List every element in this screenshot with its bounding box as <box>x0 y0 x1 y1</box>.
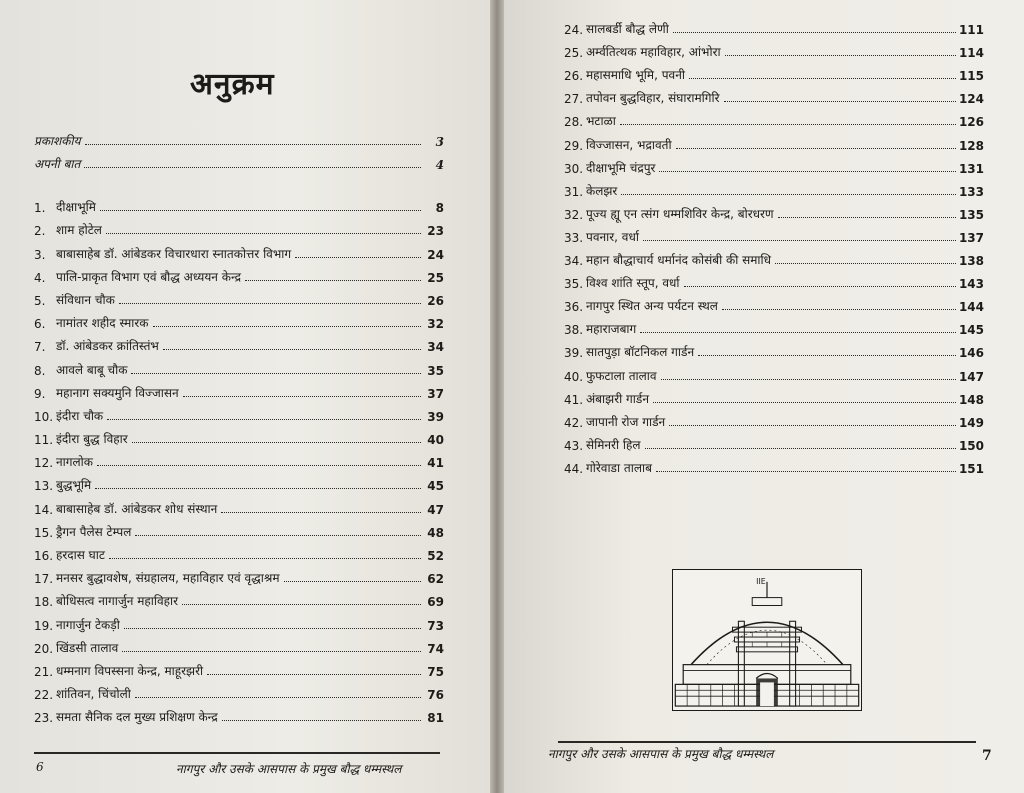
toc-entry <box>34 540 444 563</box>
dot-leader <box>107 419 421 420</box>
toc-entry <box>564 453 984 476</box>
toc-entry-title: बाबासाहेब डॉ. आंबेडकर विचारधारा स्नातकोत्तर विभाग <box>56 246 292 261</box>
toc-entry-number: 15. <box>34 525 54 540</box>
dot-leader <box>132 442 421 443</box>
toc-entry-number: 43. <box>564 438 584 453</box>
toc-entry <box>34 192 444 215</box>
toc-entry <box>34 285 444 308</box>
toc-entry-page: 34 <box>427 340 444 355</box>
toc-entry <box>34 126 444 149</box>
dot-leader <box>656 471 956 472</box>
toc-entry-title: अर्म्वतित्थक महाविहार, आंभोरा <box>586 45 721 60</box>
toc-entry-page: 148 <box>958 392 984 407</box>
right-page <box>504 0 1024 793</box>
dot-leader <box>295 257 421 258</box>
dot-leader <box>689 78 956 79</box>
toc-entry-title: धम्मनाग विपस्सना केन्द्र, माहूरझरी <box>56 663 204 678</box>
toc-entry-page: 133 <box>958 184 984 199</box>
toc-entry-title: खिंडसी तालाव <box>56 640 119 655</box>
toc-entry-number: 20. <box>34 641 54 656</box>
toc-entry-title: भटाळा <box>586 114 616 129</box>
toc-entry-number: 23. <box>34 711 54 726</box>
toc-entry-page: 137 <box>958 230 984 245</box>
toc-entry-title: प्रकाशकीय <box>34 134 81 148</box>
toc-entry <box>564 176 984 199</box>
dot-leader <box>640 332 956 333</box>
toc-entry-title: दीक्षाभूमि <box>56 200 96 215</box>
toc-entry-number: 13. <box>34 479 54 494</box>
toc-entry-number: 14. <box>34 502 54 517</box>
toc-entry <box>34 447 444 470</box>
toc-entry <box>34 262 444 285</box>
toc-entry-page: 124 <box>958 92 984 107</box>
toc-entry-page: 75 <box>427 664 444 679</box>
toc-entry <box>34 586 444 609</box>
toc-entry <box>34 493 444 516</box>
toc-entry-title: नागार्जुन टेकड़ी <box>56 617 120 632</box>
toc-entry <box>564 291 984 314</box>
toc-entry-number: 27. <box>564 92 584 107</box>
dot-leader <box>221 512 421 513</box>
toc-entry-number: 42. <box>564 415 584 430</box>
dot-leader <box>673 32 956 33</box>
toc-entry-page: 151 <box>958 461 984 476</box>
toc-entry-title: महासमाधि भूमि, पवनी <box>586 68 685 83</box>
toc-entry-title: ड्रैगन पैलेस टेम्पल <box>56 524 132 539</box>
toc-entry-page: 138 <box>958 254 984 269</box>
toc-entry-page: 128 <box>958 138 984 153</box>
toc-entry-title: विश्व शांति स्तूप, वर्धा <box>586 276 680 291</box>
dot-leader <box>284 581 421 582</box>
toc-entry-number: 12. <box>34 456 54 471</box>
dot-leader <box>95 488 421 489</box>
toc-entry-number: 26. <box>564 69 584 84</box>
toc-entry-number: 24. <box>564 23 584 38</box>
toc-entry-title: पालि-प्राकृत विभाग एवं बौद्ध अध्ययन केन्द्र <box>56 269 242 284</box>
dot-leader <box>97 465 421 466</box>
toc-entry <box>34 354 444 377</box>
toc-entry <box>564 360 984 383</box>
toc-entry-page: 147 <box>958 369 984 384</box>
toc-entry-title: केलझर <box>586 183 618 198</box>
toc-entry-page: 135 <box>958 207 984 222</box>
toc-entry-title: हरदास घाट <box>56 548 105 562</box>
toc-entry-title: तपोवन बुद्धविहार, संघारामगिरि <box>586 91 720 106</box>
toc-entry <box>564 60 984 83</box>
toc-entry <box>564 153 984 176</box>
toc-entry <box>34 215 444 238</box>
toc-entry-page: 149 <box>958 415 984 430</box>
toc-entry-title: इंदीरा चौक <box>56 408 104 423</box>
toc-entry-page: 146 <box>958 346 984 361</box>
toc-entry-title: सातपुड़ा बॉटनिकल गार्डन <box>586 345 695 360</box>
toc-entry-number: 28. <box>564 115 584 130</box>
toc-entry-title: आवले बाबू चौक <box>56 362 128 377</box>
toc-entry-number: 2. <box>34 224 46 239</box>
footer-rule <box>34 752 440 754</box>
toc-entry <box>564 245 984 268</box>
dot-leader <box>245 280 421 281</box>
dot-leader <box>182 604 421 605</box>
toc-entry <box>34 656 444 679</box>
toc-entry-number: 4. <box>34 270 46 285</box>
toc-entry-page: 62 <box>427 572 444 587</box>
toc-entry-number: 8. <box>34 363 46 378</box>
toc-entry <box>564 222 984 245</box>
toc-entry-number: 40. <box>564 369 584 384</box>
toc-entry-page: 4 <box>435 158 444 172</box>
toc-entry-title: बुद्धभूमि <box>56 478 92 493</box>
toc-entry-title: इंदीरा बुद्ध विहार <box>56 432 128 447</box>
toc-entry-title: महानाग सक्यमुनि विज्जासन <box>56 385 179 400</box>
toc-entry-number: 44. <box>564 461 584 476</box>
toc-entry-page: 32 <box>427 317 444 332</box>
toc-entry-title: समता सैनिक दल मुख्य प्रशिक्षण केन्द्र <box>56 710 218 725</box>
toc-entry <box>34 308 444 331</box>
toc-entry-page: 126 <box>958 115 984 130</box>
toc-entry <box>564 199 984 222</box>
stupa-drawing <box>673 570 861 710</box>
toc-entry <box>34 378 444 401</box>
toc-entry <box>34 609 444 632</box>
toc-entry-page: 131 <box>958 161 984 176</box>
dot-leader <box>669 425 956 426</box>
toc-entry-number: 22. <box>34 688 54 703</box>
dot-leader <box>645 448 956 449</box>
toc-entry-title: नामांतर शहीद स्मारक <box>56 316 149 331</box>
toc-entry <box>34 424 444 447</box>
toc-entry-number: 9. <box>34 386 46 401</box>
toc-entry <box>34 633 444 656</box>
toc-entry-title: नागपुर स्थित अन्य पर्यटन स्थल <box>586 299 718 314</box>
dot-leader <box>724 101 956 102</box>
toc-entry-title: सालबर्डी बौद्ध लेणी <box>586 22 669 37</box>
toc-entry-page: 115 <box>958 69 984 84</box>
toc-entry-title: फुफटाला तालाव <box>586 368 657 383</box>
toc-entry-title: जापानी रोज गार्डन <box>586 414 666 429</box>
toc-entry-page: 74 <box>427 641 444 656</box>
dot-leader <box>725 55 956 56</box>
dot-leader <box>109 558 421 559</box>
toc-entry <box>564 407 984 430</box>
toc-entry-title: सेमिनरी हिल <box>586 437 641 452</box>
toc-entry-page: 24 <box>427 247 444 262</box>
toc-entry-page: 143 <box>958 277 984 292</box>
toc-entry-number: 25. <box>564 46 584 61</box>
footer-rule <box>558 741 976 743</box>
toc-entry-page: 76 <box>427 688 444 703</box>
toc-entry-page: 41 <box>427 456 444 471</box>
toc-entry-page: 69 <box>427 595 444 610</box>
toc-entry-title: बाबासाहेब डॉ. आंबेडकर शोध संस्थान <box>56 501 218 516</box>
prelim-list <box>34 126 444 172</box>
toc-entry-page: 48 <box>427 525 444 540</box>
toc-entry-page: 37 <box>427 386 444 401</box>
toc-entry-page: 8 <box>435 201 444 216</box>
toc-entry-number: 36. <box>564 300 584 315</box>
toc-entry <box>34 679 444 702</box>
toc-entry-number: 30. <box>564 161 584 176</box>
dot-leader <box>106 233 421 234</box>
toc-entry-page: 111 <box>958 23 984 38</box>
toc-entry-page: 145 <box>958 323 984 338</box>
toc-entry-title: महान बौद्धाचार्य धर्मानंद कोसंबी की समाधि <box>586 253 772 268</box>
toc-list-left <box>34 192 444 725</box>
dot-leader <box>661 379 956 380</box>
toc-entry <box>34 563 444 586</box>
dot-leader <box>621 194 956 195</box>
dot-leader <box>122 651 421 652</box>
toc-entry-number: 19. <box>34 618 54 633</box>
dot-leader <box>100 210 421 211</box>
page-number: 6 <box>36 760 44 774</box>
toc-entry-number: 39. <box>564 346 584 361</box>
dot-leader <box>135 535 421 536</box>
toc-entry-number: 5. <box>34 293 46 308</box>
dot-leader <box>153 326 421 327</box>
toc-entry-number: 21. <box>34 664 54 679</box>
toc-entry <box>34 470 444 493</box>
toc-entry-title: अपनी बात <box>34 157 81 171</box>
toc-entry <box>34 401 444 424</box>
toc-entry-page: 150 <box>958 438 984 453</box>
toc-entry-page: 52 <box>427 549 444 563</box>
toc-entry-page: 25 <box>427 270 444 285</box>
toc-entry-title: गोरेवाडा तालाब <box>586 460 652 475</box>
toc-entry-number: 38. <box>564 323 584 338</box>
toc-entry-page: 114 <box>958 46 984 61</box>
dot-leader <box>207 674 421 675</box>
dot-leader <box>684 286 956 287</box>
toc-entry-title: अंबाझरी गार्डन <box>586 391 649 406</box>
toc-entry <box>564 430 984 453</box>
stupa-lettering: IIE <box>756 576 766 586</box>
dot-leader <box>722 309 956 310</box>
dot-leader <box>659 171 955 172</box>
toc-entry <box>564 384 984 407</box>
dot-leader <box>222 720 421 721</box>
dot-leader <box>775 263 956 264</box>
toc-entry-page: 40 <box>427 433 444 448</box>
toc-entry <box>34 331 444 354</box>
dot-leader <box>653 402 956 403</box>
toc-entry <box>564 14 984 37</box>
dot-leader <box>643 240 956 241</box>
toc-entry-page: 3 <box>435 135 444 149</box>
toc-entry-number: 35. <box>564 277 584 292</box>
toc-entry <box>564 37 984 60</box>
toc-entry-number: 10. <box>34 409 54 424</box>
toc-entry <box>564 314 984 337</box>
toc-entry-page: 39 <box>427 409 444 424</box>
dot-leader <box>163 349 421 350</box>
toc-entry-page: 144 <box>958 300 984 315</box>
toc-entry-title: दीक्षाभूमि चंद्रपुर <box>586 160 656 175</box>
toc-entry-title: डॉ. आंबेडकर क्रांतिस्तंभ <box>56 339 159 354</box>
toc-entry-number: 29. <box>564 138 584 153</box>
dot-leader <box>131 373 421 374</box>
toc-entry-title: नागलोक <box>56 455 93 470</box>
page-title: अनुक्रम <box>190 67 275 102</box>
toc-entry-title: मनसर बुद्धावशेष, संग्रहालय, महाविहार एवं वृद्धाश्रम <box>56 571 280 586</box>
toc-entry <box>564 83 984 106</box>
toc-entry <box>564 268 984 291</box>
toc-entry-title: शांतिवन, चिंचोली <box>56 687 131 702</box>
toc-entry-number: 7. <box>34 340 46 355</box>
left-page <box>0 0 490 793</box>
book-gutter <box>490 0 504 793</box>
toc-entry-number: 17. <box>34 572 54 587</box>
toc-entry-number: 31. <box>564 184 584 199</box>
toc-entry-page: 23 <box>427 224 444 239</box>
toc-entry-number: 18. <box>34 595 54 610</box>
toc-entry-title: पूज्य ह्यू एन त्संग धम्मशिविर केन्द्र, बोरधरण <box>586 206 774 221</box>
dot-leader <box>183 396 421 397</box>
toc-entry <box>34 702 444 725</box>
toc-entry-number: 33. <box>564 230 584 245</box>
toc-entry <box>34 517 444 540</box>
toc-entry-title: संविधान चौक <box>56 292 115 307</box>
toc-entry-page: 47 <box>427 502 444 517</box>
toc-entry <box>34 149 444 172</box>
toc-entry-number: 3. <box>34 247 46 262</box>
toc-entry-title: पवनार, वर्धा <box>586 229 639 244</box>
toc-entry-page: 45 <box>427 479 444 494</box>
dot-leader <box>85 144 421 145</box>
dot-leader <box>620 124 956 125</box>
toc-entry-number: 11. <box>34 433 54 448</box>
footer-title: नागपुर और उसके आसपास के प्रमुख बौद्ध धम्मस्थल <box>176 762 402 776</box>
toc-entry-number: 16. <box>34 549 54 563</box>
page-number: 7 <box>982 748 992 764</box>
dot-leader <box>676 148 956 149</box>
footer-title: नागपुर और उसके आसपास के प्रमुख बौद्ध धम्मस्थल <box>548 747 774 761</box>
toc-entry <box>564 337 984 360</box>
toc-entry-number: 6. <box>34 317 46 332</box>
toc-entry-page: 73 <box>427 618 444 633</box>
toc-entry-number: 41. <box>564 392 584 407</box>
dot-leader <box>124 628 421 629</box>
toc-entry-number: 1. <box>34 201 46 216</box>
dot-leader <box>778 217 956 218</box>
toc-entry-number: 32. <box>564 207 584 222</box>
dot-leader <box>698 355 956 356</box>
dot-leader <box>119 303 421 304</box>
toc-entry-page: 26 <box>427 293 444 308</box>
toc-entry-page: 35 <box>427 363 444 378</box>
toc-entry-page: 81 <box>427 711 444 726</box>
toc-list-right <box>564 14 984 476</box>
toc-entry-title: महाराजबाग <box>586 322 637 337</box>
toc-entry-number: 34. <box>564 254 584 269</box>
toc-entry-title: विज्जासन, भद्रावती <box>586 137 672 152</box>
toc-entry <box>34 238 444 261</box>
dot-leader <box>84 167 421 168</box>
stupa-illustration <box>672 569 862 711</box>
dot-leader <box>135 697 421 698</box>
toc-entry-title: शाम होटेल <box>56 223 102 238</box>
toc-entry <box>564 106 984 129</box>
toc-entry <box>564 129 984 152</box>
toc-entry-title: बोधिसत्व नागार्जुन महाविहार <box>56 594 179 609</box>
